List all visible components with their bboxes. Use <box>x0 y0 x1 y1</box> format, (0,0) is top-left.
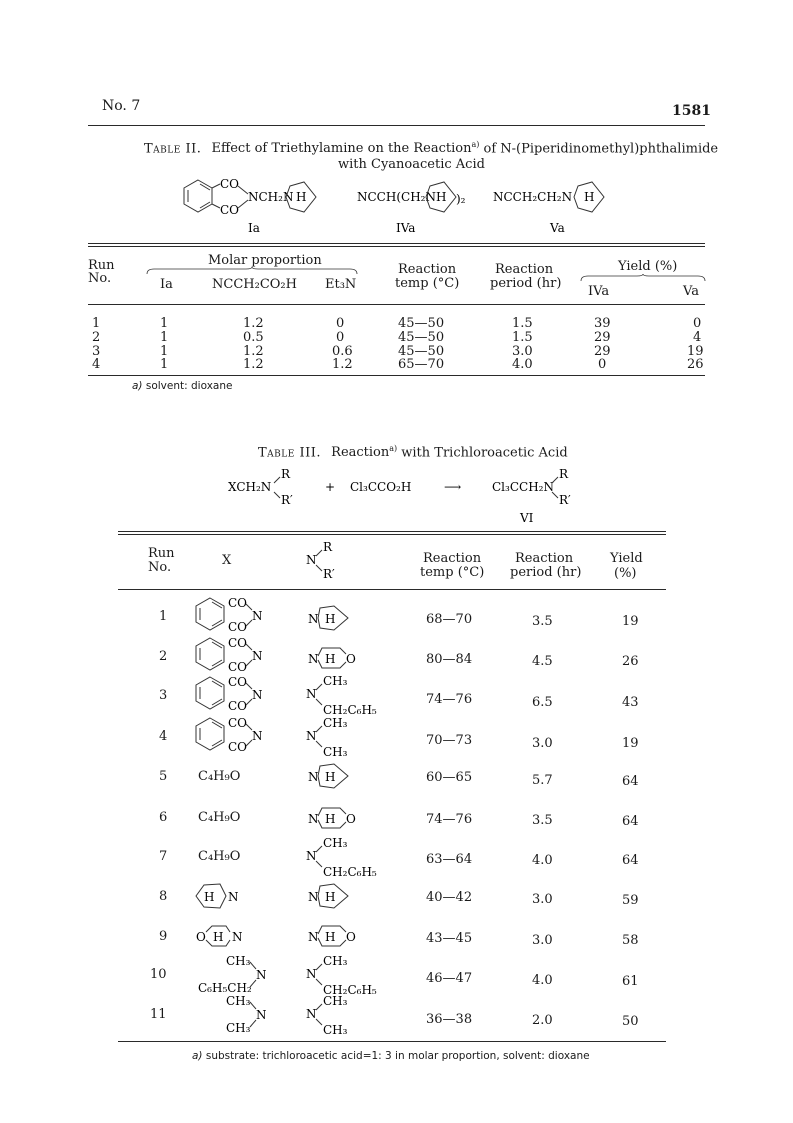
t3-r6-amine-morpholino <box>308 804 358 832</box>
t3-r7-period: 4.0 <box>532 853 553 868</box>
iva-label: IVa <box>396 221 416 235</box>
t2-r3-period: 3.0 <box>512 344 533 359</box>
ch2c6h5-text: CH₂C₆H₅ <box>323 865 377 879</box>
eq-product-rp: R′ <box>559 493 571 507</box>
h-text: H <box>325 770 336 784</box>
t2-r1-iva: 39 <box>594 316 611 331</box>
t3-r2-yield: 26 <box>622 654 639 669</box>
ch2c6h5-text: CH₂C₆H₅ <box>323 703 377 717</box>
t2-molar-brace <box>146 267 358 275</box>
t3-r9-period: 3.0 <box>532 933 553 948</box>
t2-r4-et3n: 1.2 <box>332 357 353 372</box>
table3-title-sup: a) <box>389 444 398 453</box>
n-text: N <box>252 729 263 743</box>
h-text: H <box>204 890 215 904</box>
t2-r2-ncch: 0.5 <box>243 330 264 345</box>
ch3-text: CH₃ <box>323 674 348 688</box>
t3-r3-x-phthalimido <box>194 673 270 713</box>
ch3-text: CH₃ <box>226 954 251 968</box>
t3-h-amine <box>306 540 356 580</box>
t2-r3-va: 19 <box>687 344 704 359</box>
t3-r4-x-phthalimido <box>194 714 270 754</box>
t2-r2-temp: 45—50 <box>398 330 445 345</box>
n-text: N <box>232 930 243 944</box>
table3-top-rule <box>118 531 666 535</box>
iva-formula: NCCH(CH₂N <box>357 190 436 204</box>
co-top-text: CO <box>220 177 240 191</box>
eq-left-rp: R′ <box>281 493 293 507</box>
t3-h-amine-r: R <box>323 540 333 554</box>
table2-title-sup: a) <box>471 140 480 149</box>
t3-r3-period: 6.5 <box>532 695 553 710</box>
t2-r4-period: 4.0 <box>512 357 533 372</box>
h-text: H <box>325 890 336 904</box>
t3-r5-amine-piperidino <box>308 762 354 790</box>
t3-r11-period: 2.0 <box>532 1013 553 1028</box>
t2-h-molar: Molar proportion <box>208 253 322 268</box>
t3-r1-x-phthalimido <box>194 594 270 634</box>
n-text: N <box>256 968 267 982</box>
t2-r3-temp: 45—50 <box>398 344 445 359</box>
page-number: 1581 <box>672 103 711 119</box>
table2-footnote-mark: a) <box>132 380 143 392</box>
t3-r11-run: 11 <box>150 1007 167 1022</box>
piperidine-ring-va <box>574 182 604 212</box>
t2-r1-ncch: 1.2 <box>243 316 264 331</box>
t3-h-run1: Run <box>148 546 175 561</box>
t2-r2-ia: 1 <box>160 330 169 345</box>
table2-caption-line2: with Cyanoacetic Acid <box>338 157 485 172</box>
t3-r1-temp: 68—70 <box>426 612 473 627</box>
t3-h-yield2: (%) <box>614 566 637 581</box>
eq-left: XCH₂N <box>228 480 272 494</box>
t3-r6-temp: 74—76 <box>426 812 473 827</box>
t2-h-run1: Run <box>88 258 115 273</box>
h-text: H <box>325 812 336 826</box>
c6h5ch2-text: C₆H₅CH₂ <box>198 981 252 995</box>
t2-r1-ia: 1 <box>160 316 169 331</box>
t2-r1-temp: 45—50 <box>398 316 445 331</box>
ch3-text: CH₃ <box>226 1021 251 1035</box>
t2-h-va: Va <box>683 284 699 299</box>
t3-r6-yield: 64 <box>622 814 639 829</box>
n-text: N <box>256 1008 267 1022</box>
t3-h-period1: Reaction <box>515 551 574 566</box>
table3-caption <box>258 444 568 460</box>
ia-formula: NCH₂N <box>248 190 294 204</box>
t3-r4-run: 4 <box>159 729 168 744</box>
ch2c6h5-text: CH₂C₆H₅ <box>323 983 377 997</box>
t3-r4-period: 3.0 <box>532 736 553 751</box>
t3-r5-temp: 60—65 <box>426 770 473 785</box>
t3-r10-temp: 46—47 <box>426 971 473 986</box>
o-text: O <box>196 930 206 944</box>
co-text: CO <box>228 596 248 610</box>
t3-r10-period: 4.0 <box>532 973 553 988</box>
t3-r2-amine-morpholino <box>308 644 358 672</box>
iva-suffix: )₂ <box>456 192 466 206</box>
t2-h-period2: period (hr) <box>490 276 562 291</box>
t3-r9-run: 9 <box>159 929 168 944</box>
o-text: O <box>346 652 356 666</box>
t3-h-temp1: Reaction <box>423 551 482 566</box>
t3-r8-x-piperidino <box>194 882 244 910</box>
t3-r10-run: 10 <box>150 967 167 982</box>
t3-r2-temp: 80—84 <box>426 652 473 667</box>
eq-label-vi: VI <box>520 511 534 525</box>
n-text: N <box>308 770 319 784</box>
ch3-text: CH₃ <box>323 954 348 968</box>
ring-h-text: H <box>296 190 307 204</box>
t3-r11-x-dimethylamino <box>196 992 276 1038</box>
t3-r6-run: 6 <box>159 810 168 825</box>
co-text: CO <box>228 636 248 650</box>
t3-h-amine-n: N <box>306 553 317 567</box>
n-text: N <box>252 649 263 663</box>
t3-h-period2: period (hr) <box>510 565 582 580</box>
co-text: CO <box>228 699 248 713</box>
t3-r7-x: C₄H₉O <box>198 849 241 864</box>
t3-r10-yield: 61 <box>622 974 639 989</box>
eq-arrow: ⟶ <box>444 480 462 494</box>
t3-r6-period: 3.5 <box>532 813 553 828</box>
n-text: N <box>228 890 239 904</box>
o-text: O <box>346 930 356 944</box>
t2-r2-period: 1.5 <box>512 330 533 345</box>
o-text: O <box>346 812 356 826</box>
t3-r2-x-phthalimido <box>194 634 270 674</box>
t3-r9-x-morpholino <box>194 922 246 950</box>
t2-r1-va: 0 <box>693 316 702 331</box>
ring-h-text-va: H <box>584 190 595 204</box>
t2-h-run2: No. <box>88 271 112 286</box>
t3-h-temp2: temp (°C) <box>420 565 485 580</box>
t3-r7-amine-methylbenzyl <box>306 834 396 880</box>
n-text: N <box>252 688 263 702</box>
table2-label: Table II. <box>144 141 202 157</box>
t3-r3-yield: 43 <box>622 695 639 710</box>
t2-r3-iva: 29 <box>594 344 611 359</box>
t3-r5-run: 5 <box>159 769 168 784</box>
t3-h-yield1: Yield <box>610 551 643 566</box>
t2-r1-period: 1.5 <box>512 316 533 331</box>
table2-footnote-text: solvent: dioxane <box>145 380 233 392</box>
t2-h-ia: Ia <box>160 277 173 292</box>
ch3-text: CH₃ <box>323 716 348 730</box>
t2-r4-ncch: 1.2 <box>243 357 264 372</box>
t3-r5-x: C₄H₉O <box>198 769 241 784</box>
t3-r1-amine-piperidino <box>308 604 354 632</box>
t3-r11-temp: 36—38 <box>426 1012 473 1027</box>
n-text: N <box>306 729 317 743</box>
t3-r2-run: 2 <box>159 649 168 664</box>
table2-title-part2: of N-(Piperidinomethyl)phthalimide <box>479 141 719 157</box>
n-text: N <box>306 687 317 701</box>
journal-issue: No. 7 <box>102 98 141 114</box>
n-text: N <box>306 849 317 863</box>
t2-r3-ia: 1 <box>160 344 169 359</box>
t3-r8-temp: 40—42 <box>426 890 473 905</box>
co-text: CO <box>228 716 248 730</box>
co-text: CO <box>228 740 248 754</box>
t2-h-temp2: temp (°C) <box>395 276 460 291</box>
t2-r1-et3n: 0 <box>336 316 345 331</box>
table3-bottom-rule <box>118 1041 666 1042</box>
t3-h-x: X <box>222 553 232 568</box>
eq-left-r: R <box>281 467 291 481</box>
t3-r6-x: C₄H₉O <box>198 810 241 825</box>
t2-h-iva: IVa <box>588 284 610 299</box>
t2-r4-iva: 0 <box>598 357 607 372</box>
table2-footnote <box>132 380 232 392</box>
t3-r8-yield: 59 <box>622 893 639 908</box>
table2-structures <box>180 172 640 242</box>
t3-r7-run: 7 <box>159 849 168 864</box>
eq-product-r: R <box>559 467 569 481</box>
table3-footnote-mark: a) <box>192 1050 203 1062</box>
t3-r4-temp: 70—73 <box>426 733 473 748</box>
eq-plus: + <box>325 480 336 494</box>
ch3-text: CH₃ <box>323 994 348 1008</box>
table2-bottom-rule <box>88 375 705 376</box>
t2-r3-et3n: 0.6 <box>332 344 353 359</box>
t3-r5-period: 5.7 <box>532 773 553 788</box>
t3-r4-amine-dimethyl <box>306 714 366 760</box>
t3-r11-amine-dimethyl <box>306 992 366 1038</box>
t3-r7-temp: 63—64 <box>426 852 473 867</box>
t2-r2-run: 2 <box>92 330 101 345</box>
t3-r9-amine-morpholino <box>308 922 358 950</box>
t2-r4-temp: 65—70 <box>398 357 445 372</box>
t2-r3-run: 3 <box>92 344 101 359</box>
n-text: N <box>306 1007 317 1021</box>
t2-r2-va: 4 <box>693 330 702 345</box>
t2-r4-run: 4 <box>92 357 101 372</box>
va-formula: NCCH₂CH₂N <box>493 190 573 204</box>
table3-equation <box>222 464 582 530</box>
ch3-text: CH₃ <box>323 836 348 850</box>
t2-r3-ncch: 1.2 <box>243 344 264 359</box>
t2-r2-et3n: 0 <box>336 330 345 345</box>
t3-r3-run: 3 <box>159 688 168 703</box>
t2-r4-ia: 1 <box>160 357 169 372</box>
phthalimide-ring-ia <box>184 177 248 217</box>
t3-r8-period: 3.0 <box>532 892 553 907</box>
t3-r1-period: 3.5 <box>532 614 553 629</box>
table3-title-part2: with Trichloroacetic Acid <box>397 445 568 461</box>
co-bottom-text: CO <box>220 203 240 217</box>
t3-r7-yield: 64 <box>622 853 639 868</box>
h-text: H <box>325 930 336 944</box>
t3-r3-amine-methylbenzyl <box>306 672 396 718</box>
n-text: N <box>308 612 319 626</box>
n-text: N <box>306 967 317 981</box>
n-text: N <box>308 890 319 904</box>
table2-top-rule <box>88 243 705 247</box>
t3-r4-yield: 19 <box>622 736 639 751</box>
co-text: CO <box>228 675 248 689</box>
ch3-text: CH₃ <box>226 994 251 1008</box>
h-text: H <box>325 652 336 666</box>
t2-r2-iva: 29 <box>594 330 611 345</box>
t3-r8-run: 8 <box>159 889 168 904</box>
table3-header-rule <box>118 589 666 590</box>
t3-r2-period: 4.5 <box>532 654 553 669</box>
t3-r8-amine-piperidino <box>308 882 354 910</box>
n-text: N <box>308 812 319 826</box>
t2-h-period1: Reaction <box>495 262 554 277</box>
t3-r5-yield: 64 <box>622 774 639 789</box>
header-rule <box>88 125 705 126</box>
table3-footnote <box>192 1050 590 1062</box>
table3-footnote-text: substrate: trichloroacetic acid=1: 3 in molar proportion, solvent: dioxane <box>205 1050 590 1062</box>
ia-label: Ia <box>248 221 260 235</box>
t3-r1-yield: 19 <box>622 614 639 629</box>
table2-header-rule <box>88 304 705 305</box>
h-text: H <box>325 612 336 626</box>
eq-product: Cl₃CCH₂N <box>492 480 554 494</box>
ring-h-text-iva: H <box>436 190 447 204</box>
t3-h-amine-rp: R′ <box>323 567 335 580</box>
t2-h-et3n: Et₃N <box>325 277 357 292</box>
va-label: Va <box>550 221 565 235</box>
ch3-text: CH₃ <box>323 1023 348 1037</box>
t3-r3-temp: 74—76 <box>426 692 473 707</box>
table3-label: Table III. <box>258 445 322 461</box>
t2-h-temp1: Reaction <box>398 262 457 277</box>
n-text: N <box>308 652 319 666</box>
t2-h-yield: Yield (%) <box>618 259 678 274</box>
t3-r9-yield: 58 <box>622 933 639 948</box>
n-text: N <box>252 609 263 623</box>
t2-r1-run: 1 <box>92 316 101 331</box>
table3-title-part1: Reaction <box>331 445 390 461</box>
t3-r1-run: 1 <box>159 609 168 624</box>
t3-h-run2: No. <box>148 560 172 575</box>
table2-caption-line1 <box>144 140 718 156</box>
co-text: CO <box>228 660 248 674</box>
ch3-text: CH₃ <box>323 745 348 759</box>
n-text: N <box>308 930 319 944</box>
t2-r4-va: 26 <box>687 357 704 372</box>
co-text: CO <box>228 620 248 634</box>
h-text: H <box>213 930 224 944</box>
t2-h-ncch: NCCH₂CO₂H <box>212 277 297 292</box>
eq-acid: Cl₃CCO₂H <box>350 480 412 494</box>
t2-yield-brace <box>580 274 706 282</box>
t3-r9-temp: 43—45 <box>426 931 473 946</box>
t3-r11-yield: 50 <box>622 1014 639 1029</box>
table2-title-part1: Effect of Triethylamine on the Reaction <box>211 141 472 157</box>
